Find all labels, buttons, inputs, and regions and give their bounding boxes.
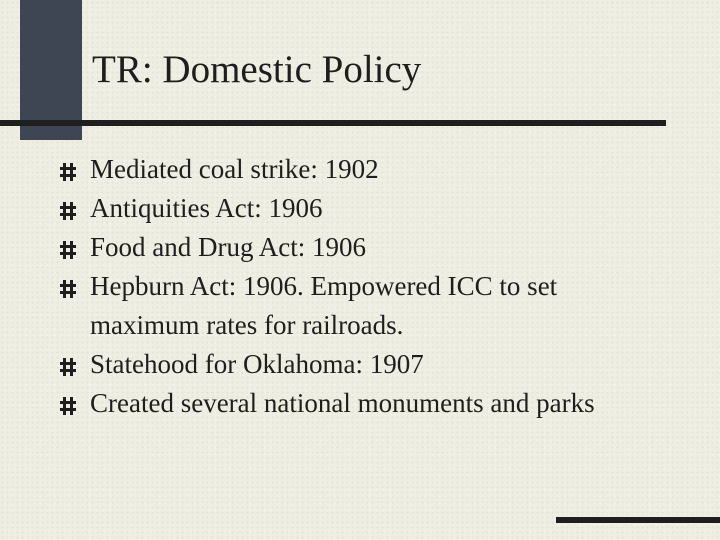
bullet-text: Food and Drug Act: 1906 xyxy=(90,232,366,262)
hash-bullet-icon xyxy=(60,241,76,259)
bullet-text: Mediated coal strike: 1902 xyxy=(90,154,379,184)
bullet-text: Antiquities Act: 1906 xyxy=(90,193,323,223)
title-divider xyxy=(0,120,666,126)
bullet-item xyxy=(60,267,660,345)
title-accent-panel xyxy=(20,0,82,140)
hash-bullet-icon xyxy=(60,358,76,376)
bullet-item xyxy=(60,384,660,423)
bullet-item xyxy=(60,228,660,267)
bullet-list xyxy=(60,150,660,423)
bullet-text: Created several national monuments and parks xyxy=(90,388,595,418)
bullet-item xyxy=(60,150,660,189)
hash-bullet-icon xyxy=(60,163,76,181)
footer-divider xyxy=(556,517,720,523)
bullet-text: Statehood for Oklahoma: 1907 xyxy=(90,349,424,379)
bullet-item xyxy=(60,189,660,228)
bullet-text: Hepburn Act: 1906. Empowered ICC to set maximum rates for railroads. xyxy=(90,271,558,340)
hash-bullet-icon xyxy=(60,397,76,415)
slide-title: TR: Domestic Policy xyxy=(92,48,422,91)
hash-bullet-icon xyxy=(60,202,76,220)
bullet-item xyxy=(60,345,660,384)
hash-bullet-icon xyxy=(60,280,76,298)
